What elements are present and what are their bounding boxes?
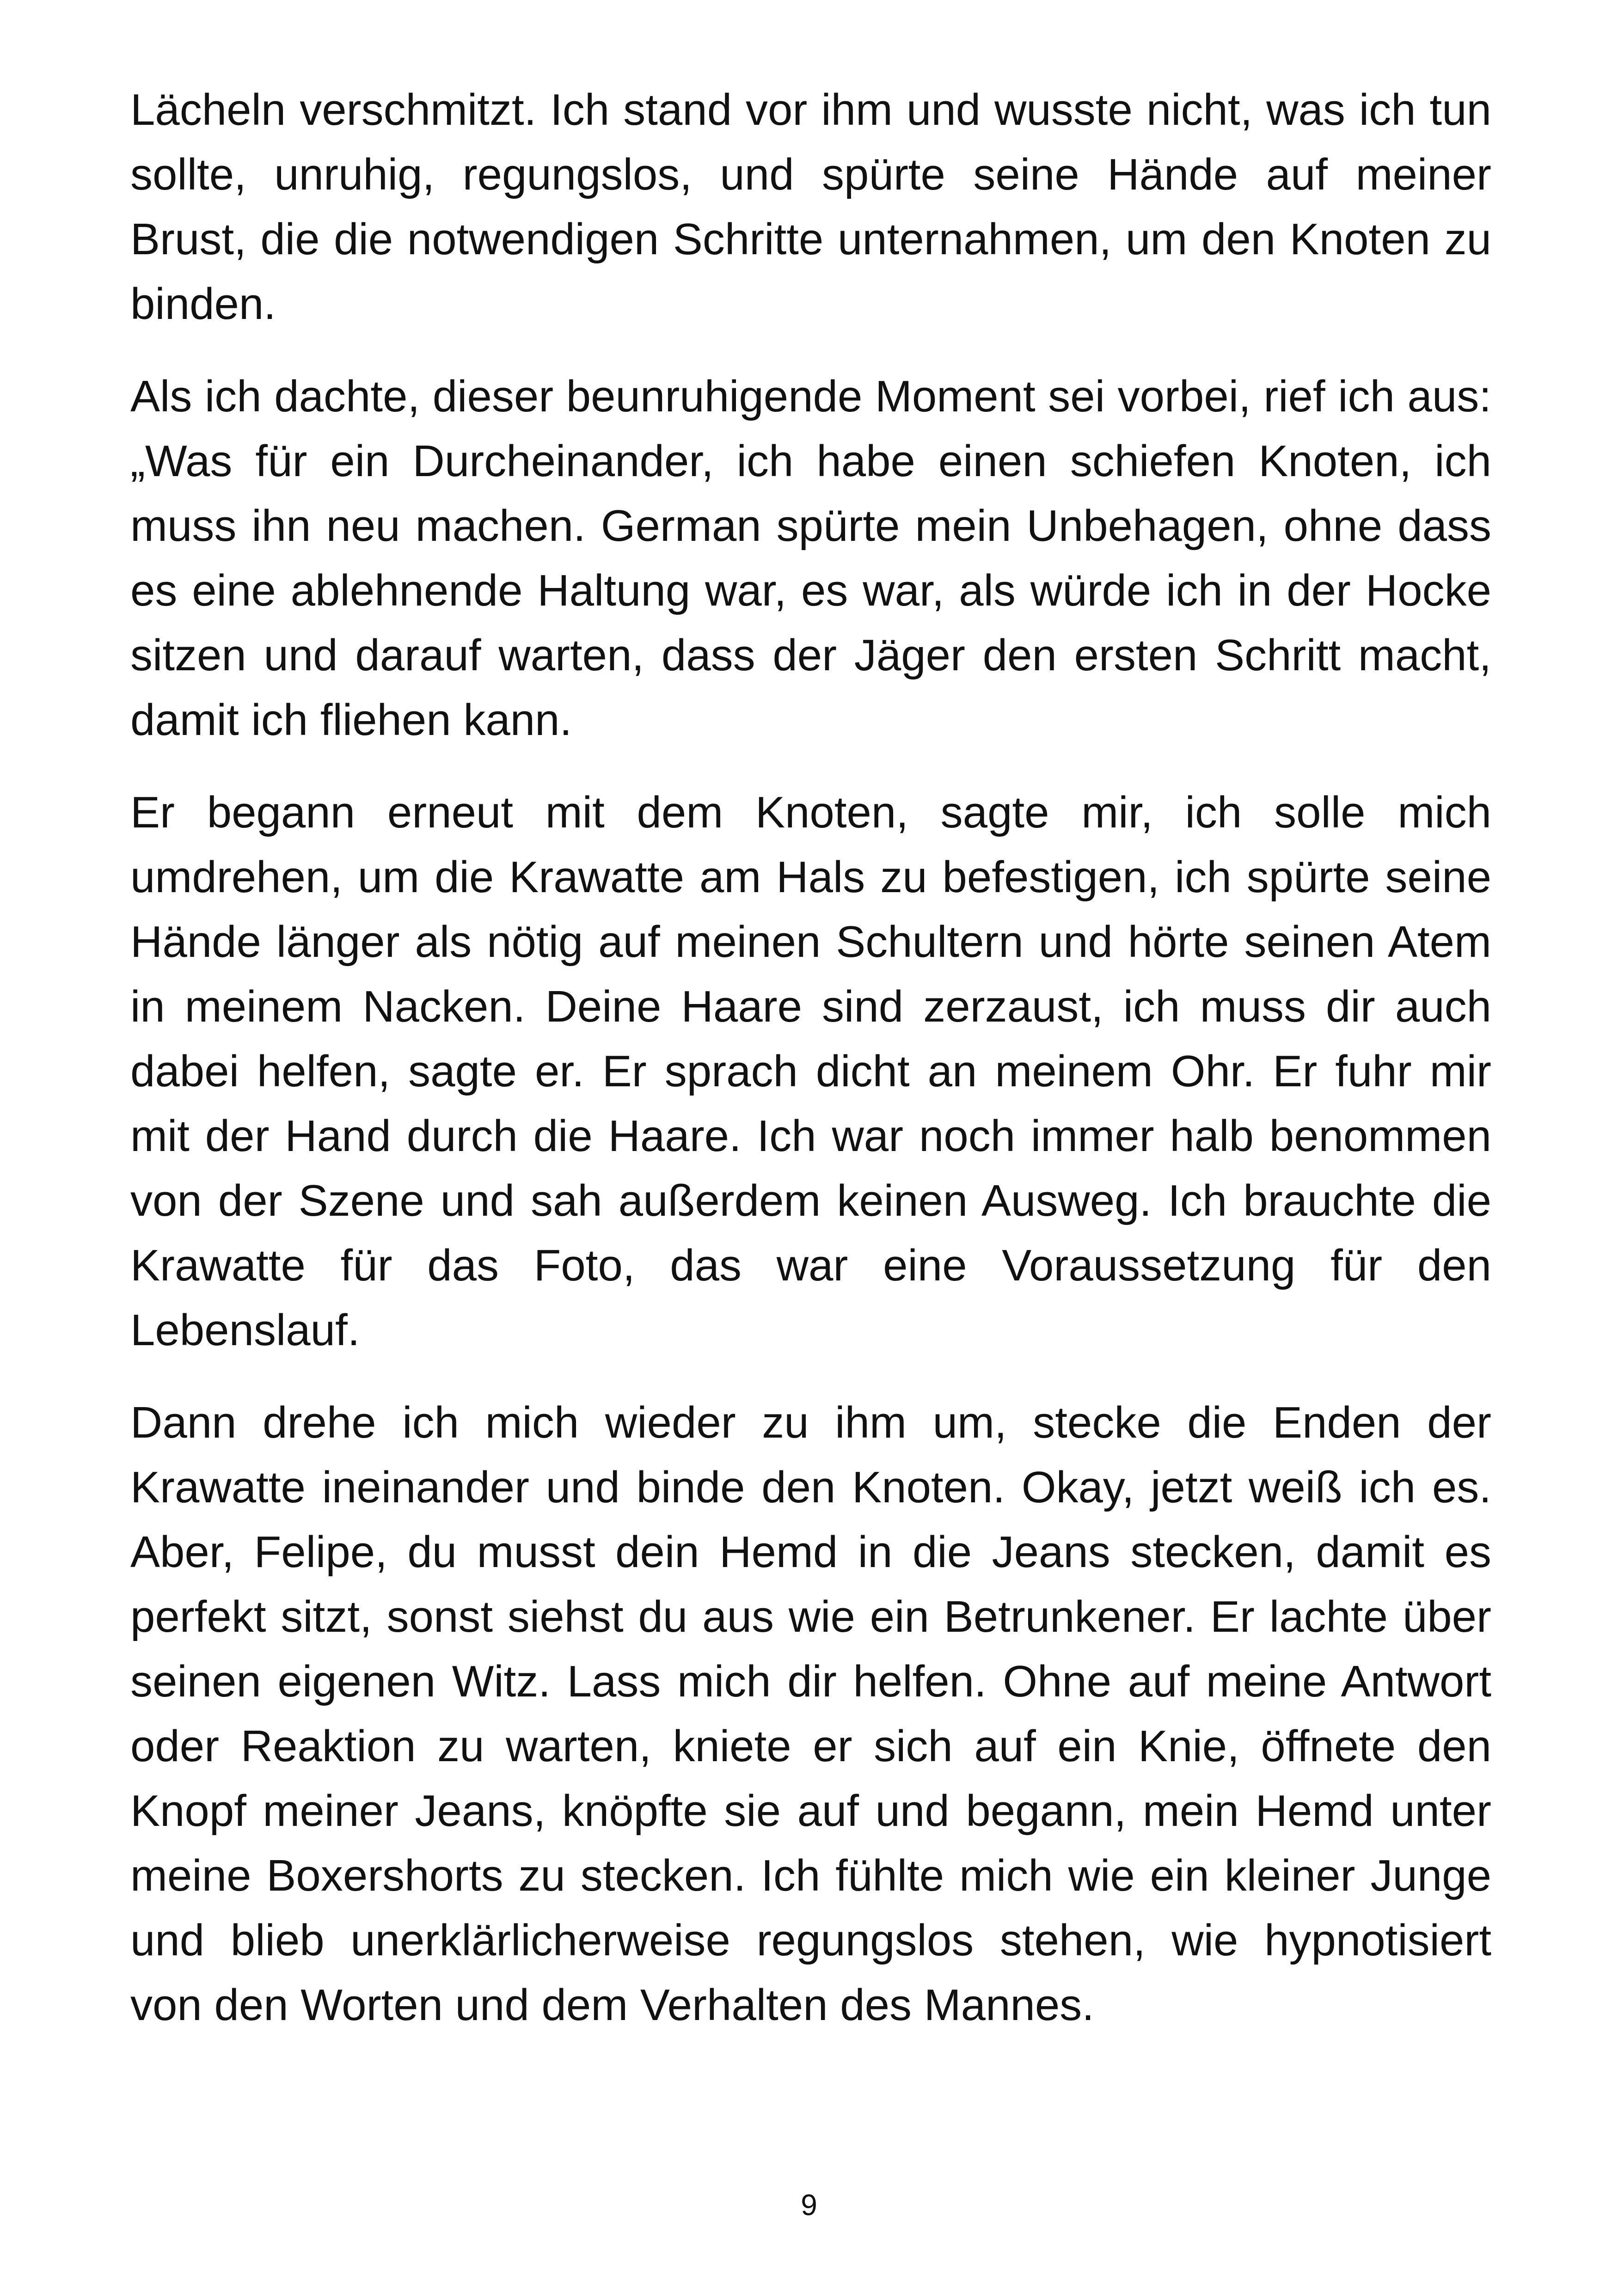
paragraph-4: Dann drehe ich mich wieder zu ihm um, stecke die Enden der Krawatte ineinander und binde den Knoten. Okay, jetzt weiß ich es. Aber, Felipe, du musst dein Hemd in die Jeans stecken, damit es perfekt sitzt, sonst siehst du aus wie ein Betrunkener. Er lachte über seinen eigenen Witz. Lass mich dir helfen. Ohne auf meine Antwort oder Reaktion zu warten, kniete er sich auf ein Knie, öffnete den Knopf meiner Jeans, knöpfte sie auf und begann, mein Hemd unter meine Boxershorts zu stecken. Ich fühlte mich wie ein kleiner Junge und blieb unerklärlicherweise regungslos stehen, wie hypnotisiert von den Worten und dem Verhalten des Mannes.	[130, 1398, 1491, 2030]
paragraph-3: Er begann erneut mit dem Knoten, sagte mir, ich solle mich umdrehen, um die Krawatte am Hals zu befestigen, ich spürte seine Hände länger als nötig auf meinen Schultern und hörte seinen Atem in meinem Nacken. Deine Haare sind zerzaust, ich muss dir auch dabei helfen, sagte er. Er sprach dicht an meinem Ohr. Er fuhr mir mit der Hand durch die Haare. Ich war noch immer halb benommen von der Szene und sah außerdem keinen Ausweg. Ich brauchte die Krawatte für das Foto, das war eine Voraussetzung für den Lebenslauf.	[130, 788, 1491, 1355]
paragraph-2: Als ich dachte, dieser beunruhigende Moment sei vorbei, rief ich aus: „Was für ein Durcheinander, ich habe einen schiefen Knoten, ich muss ihn neu machen. German spürte mein Unbehagen, ohne dass es eine ablehnende Haltung war, es war, als würde ich in der Hocke sitzen und darauf warten, dass der Jäger den ersten Schritt macht, damit ich fliehen kann.	[130, 372, 1491, 745]
paragraph-1: Lächeln verschmitzt. Ich stand vor ihm und wusste nicht, was ich tun sollte, unruhig, regungslos, und spürte seine Hände auf meiner Brust, die die notwendigen Schritte unternahmen, um den Knoten zu binden.	[130, 85, 1491, 329]
page-number: 9	[801, 2188, 817, 2222]
body-text	[130, 78, 1491, 2065]
